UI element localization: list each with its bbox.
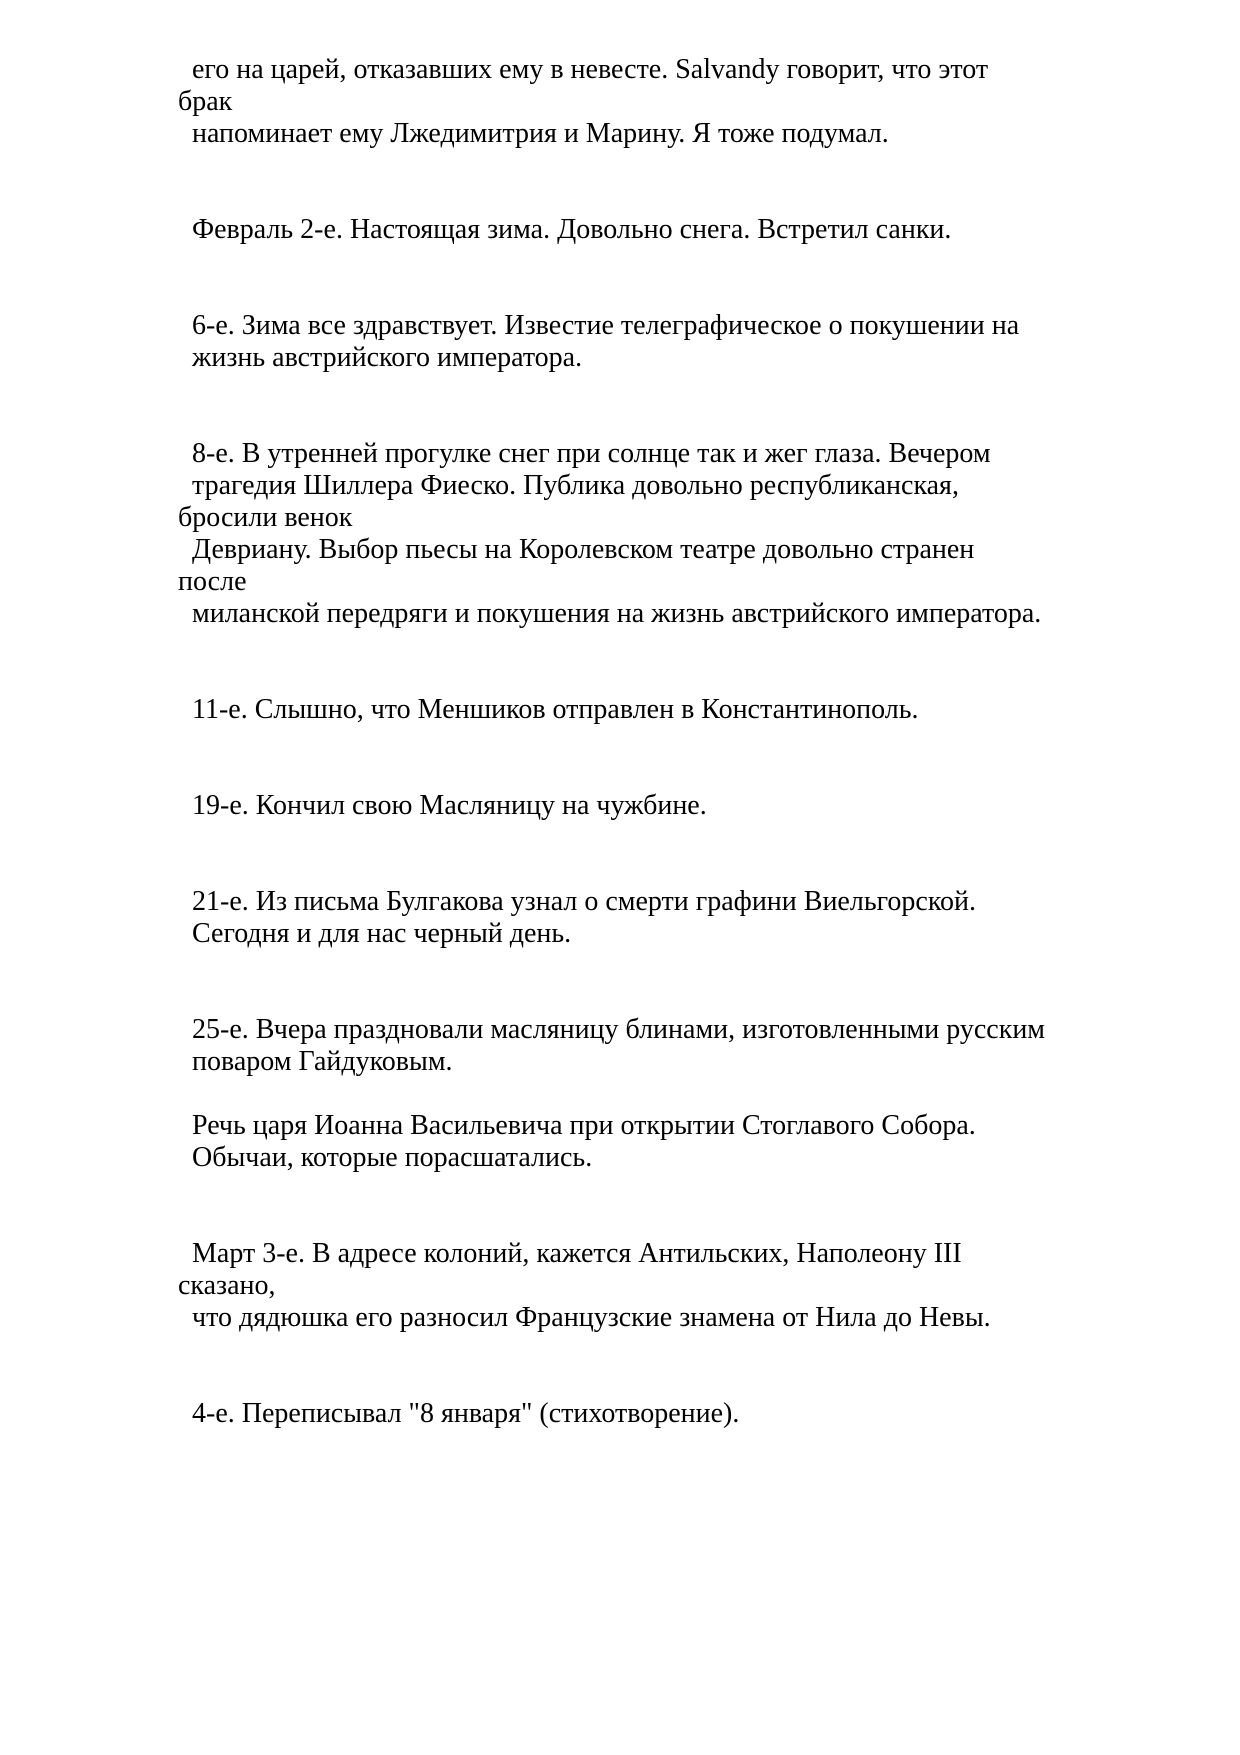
text-line: напоминает ему Лжедимитрия и Марину. Я тоже подумал. xyxy=(178,118,889,149)
text-line: Речь царя Иоанна Васильевича при открытии Стоглавого Собора. xyxy=(178,1110,976,1141)
text-line: Обычаи, которые порасшатались. xyxy=(178,1142,593,1173)
text-line: что дядюшка его разносил Французские знамена от Нила до Невы. xyxy=(178,1302,991,1333)
text-line: поваром Гайдуковым. xyxy=(178,1046,453,1077)
text-line: Февраль 2-е. Настоящая зима. Довольно снега. Встретил санки. xyxy=(178,214,952,245)
text-line: жизнь австрийского императора. xyxy=(178,342,583,373)
text-line: сказано, xyxy=(178,1270,276,1301)
text-line: после xyxy=(178,566,247,597)
text-line: брак xyxy=(178,86,233,117)
text-line: миланской передряги и покушения на жизнь австрийского императора. xyxy=(178,598,1042,629)
text-line: трагедия Шиллера Фиеско. Публика довольно республиканская, xyxy=(178,470,959,501)
text-line: 4-е. Переписывал "8 января" (стихотворение). xyxy=(178,1398,740,1429)
text-line: 8-е. В утренней прогулке снег при солнце так и жег глаза. Вечером xyxy=(178,438,991,469)
text-line: 21-е. Из письма Булгакова узнал о смерти графини Виельгорской. xyxy=(178,886,976,917)
text-line: 25-е. Вчера праздновали масляницу блинами, изготовленными русским xyxy=(178,1014,1046,1045)
text-line: Девриану. Выбор пьесы на Королевском театре довольно странен xyxy=(178,534,975,565)
text-line: его на царей, отказавших ему в невесте. Salvandy говорит, что этот xyxy=(178,54,989,85)
text-line: Сегодня и для нас черный день. xyxy=(178,918,572,949)
text-line: 19-е. Кончил свою Масляницу на чужбине. xyxy=(178,790,707,821)
text-line: 6-е. Зима все здравствует. Известие телеграфическое о покушении на xyxy=(178,310,1020,341)
text-line: бросили венок xyxy=(178,502,353,533)
text-line: 11-е. Слышно, что Меншиков отправлен в Константинополь. xyxy=(178,694,919,725)
text-line: Март 3-е. В адресе колоний, кажется Антильских, Наполеону III xyxy=(178,1238,962,1269)
